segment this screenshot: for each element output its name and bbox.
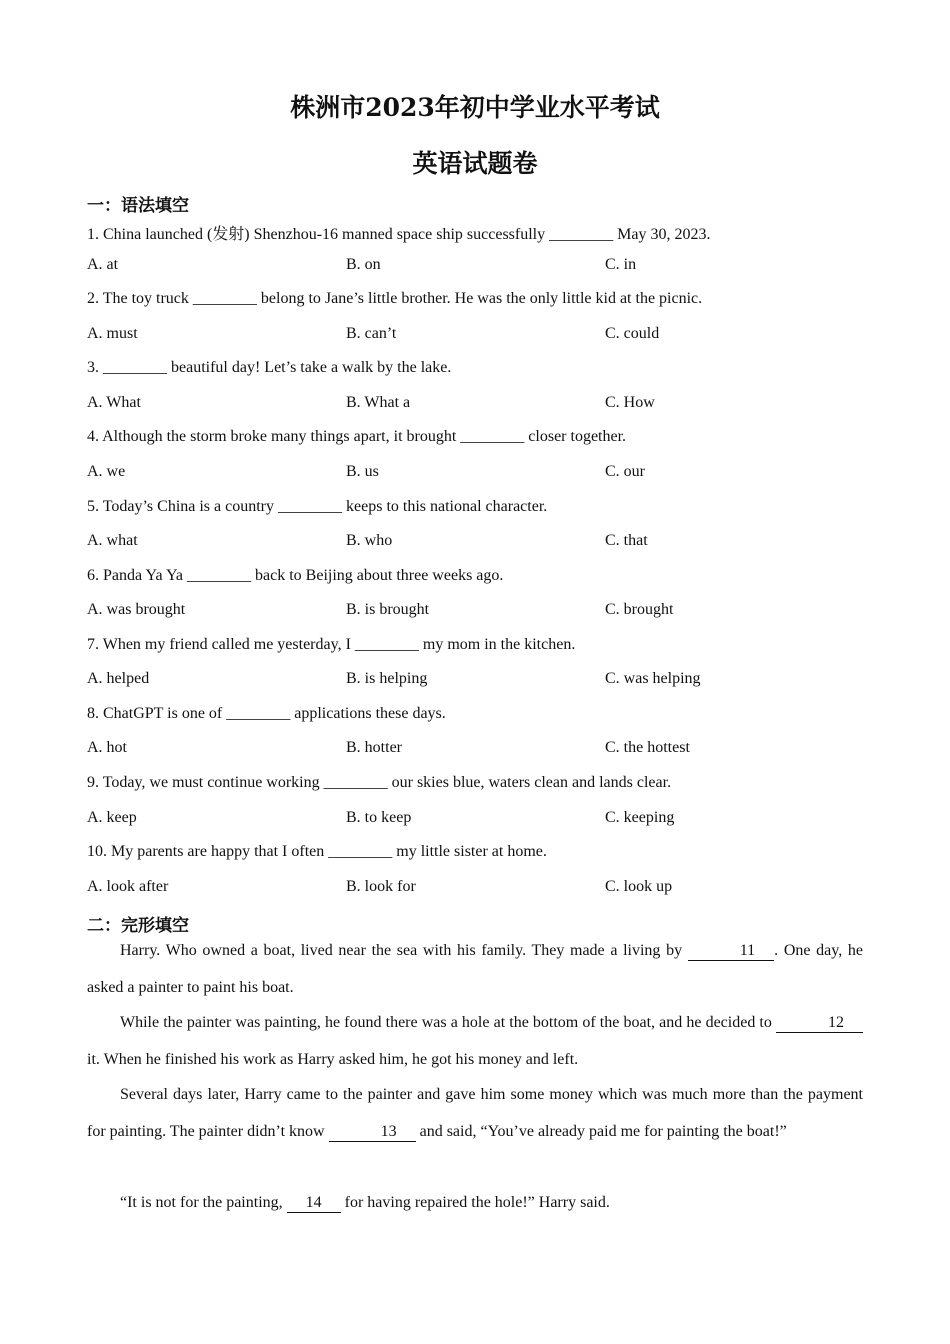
question-options: [87, 325, 867, 347]
cloze-paragraph: [87, 1076, 863, 1150]
option-b: B. look for: [346, 878, 416, 895]
section-heading-grammar: 一：语法填空: [87, 196, 189, 216]
option-a: A. we: [87, 463, 126, 480]
cloze-blank: 13: [329, 1123, 416, 1142]
option-c: C. the hottest: [605, 739, 690, 756]
exam-subtitle: 英语试题卷: [412, 149, 538, 178]
question-options: [87, 670, 867, 692]
question-stem: 10. My parents are happy that I often ________ my little sister at home.: [87, 843, 547, 860]
question-stem: 4. Although the storm broke many things apart, it brought ________ closer together.: [87, 428, 627, 445]
cloze-paragraph: [87, 1004, 863, 1078]
question-options: [87, 532, 867, 554]
option-a: A. what: [87, 532, 138, 549]
option-c: C. that: [605, 532, 648, 549]
question-options: [87, 256, 867, 278]
paragraph-text: it. When he finished his work as Harry asked him, he got his money and left.: [87, 1051, 579, 1068]
option-b: B. hotter: [346, 739, 402, 756]
option-c: C. in: [605, 256, 637, 273]
option-a: A. helped: [87, 670, 150, 687]
question-options: [87, 601, 867, 623]
cloze-paragraph: [120, 1194, 610, 1213]
option-b: B. who: [346, 532, 393, 549]
question-options: [87, 809, 867, 831]
paragraph-text: . One day, he asked a painter to paint his boat.: [87, 942, 863, 996]
cloze-paragraph: [87, 932, 863, 1006]
option-a: A. at: [87, 256, 119, 273]
exam-title: 株洲市2023年初中学业水平考试: [290, 93, 660, 122]
paragraph-text: Several days later, Harry came to the painter and gave him some money which was much more than the payment for painting. The painter didn’t know: [87, 1086, 863, 1140]
option-c: C. our: [605, 463, 645, 480]
option-a: A. look after: [87, 878, 169, 895]
option-a: A. hot: [87, 739, 127, 756]
option-a: A. keep: [87, 809, 137, 826]
question-stem: 9. Today, we must continue working ________ our skies blue, waters clean and lands clear.: [87, 774, 672, 791]
question-stem: 7. When my friend called me yesterday, I ________ my mom in the kitchen.: [87, 636, 576, 653]
question-options: [87, 394, 867, 416]
question-options: [87, 463, 867, 485]
question-stem: 1. China launched (发射) Shenzhou-16 manned space ship successfully ________ May 30, 2023.: [87, 226, 711, 243]
option-c: C. How: [605, 394, 655, 411]
option-b: B. to keep: [346, 809, 412, 826]
option-b: B. is brought: [346, 601, 430, 618]
question-options: [87, 739, 867, 761]
option-c: C. brought: [605, 601, 674, 618]
option-c: C. was helping: [605, 670, 701, 687]
question-stem: 8. ChatGPT is one of ________ applications these days.: [87, 705, 446, 722]
question-stem: 6. Panda Ya Ya ________ back to Beijing about three weeks ago.: [87, 567, 504, 584]
option-b: B. is helping: [346, 670, 428, 687]
paragraph-text: and said, “You’ve already paid me for painting the boat!”: [415, 1123, 787, 1140]
cloze-blank: 11: [688, 942, 774, 961]
cloze-blank: 12: [776, 1014, 863, 1033]
option-a: A. What: [87, 394, 141, 411]
option-b: B. can’t: [346, 325, 397, 342]
section-heading-cloze: 二：完形填空: [87, 916, 189, 936]
option-b: B. What a: [346, 394, 411, 411]
option-b: B. on: [346, 256, 381, 273]
paragraph-text: While the painter was painting, he found there was a hole at the bottom of the boat, and he decided to: [120, 1014, 776, 1031]
question-options: [87, 878, 867, 900]
cloze-blank: 14: [287, 1194, 341, 1213]
paragraph-text: “It is not for the painting,: [120, 1194, 287, 1211]
option-a: A. must: [87, 325, 138, 342]
option-c: C. look up: [605, 878, 673, 895]
option-a: A. was brought: [87, 601, 186, 618]
question-stem: 5. Today’s China is a country ________ keeps to this national character.: [87, 498, 548, 515]
option-c: C. keeping: [605, 809, 675, 826]
option-c: C. could: [605, 325, 660, 342]
question-stem: 3. ________ beautiful day! Let’s take a walk by the lake.: [87, 359, 452, 376]
paragraph-text: Harry. Who owned a boat, lived near the sea with his family. They made a living by: [120, 942, 688, 959]
option-b: B. us: [346, 463, 379, 480]
paragraph-text: for having repaired the hole!” Harry said.: [340, 1194, 610, 1211]
question-stem: 2. The toy truck ________ belong to Jane’s little brother. He was the only little kid at the picnic.: [87, 290, 703, 307]
